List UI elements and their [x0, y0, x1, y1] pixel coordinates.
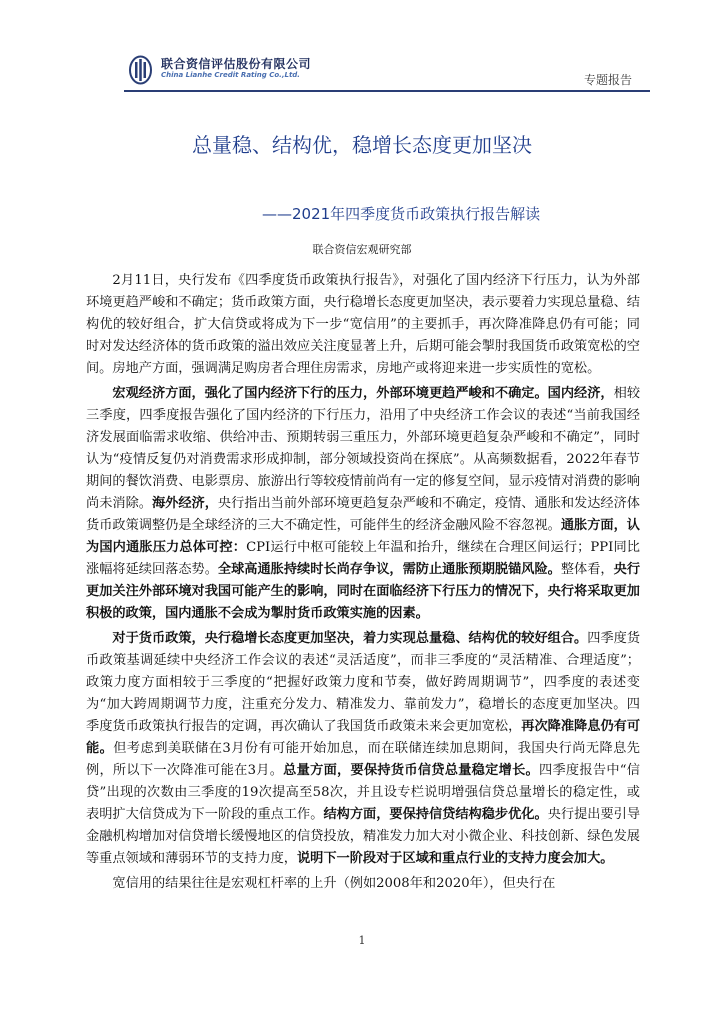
paragraph-text: 四季度报告中“信贷”出现的次数由三季度的19次提高至58次，并且设专栏说明增强信贷总量增长的稳定性，或表明扩大信贷成为下一阶段的重点工作。	[86, 763, 640, 822]
page-number: 1	[358, 934, 366, 947]
body-paragraph	[86, 270, 640, 380]
paragraph-text: 央行指出当前外部环境更趋复杂严峻和不确定，疫情、通胀和发达经济体货币政策调整仍是全球经济的三大不确定性，可能伴生的经济金融风险不容忽视。	[86, 496, 640, 533]
report-type-label: 专题报告	[583, 73, 632, 87]
emphasis-text: 说明下一阶段对于区域和重点行业的支持力度会加大。	[297, 851, 614, 866]
paragraph-text: 整体看，	[560, 562, 614, 577]
paragraph-text: 但考虑到美联储在3月份有可能开始加息，而在联储连续加息期间，我国央行尚无降息先例，所以下一次降准可能在3月。	[86, 741, 640, 778]
document-body	[86, 270, 640, 898]
company-logo-icon	[128, 55, 153, 85]
paragraph-text: 宽信用的结果往往是宏观杠杆率的上升（例如2008年和2020年），但央行在	[112, 876, 556, 891]
paragraph-text: CPI运行中枢可能较上年温和抬升，继续在合理区间运行；PPI同比涨幅将延续回落态势。	[86, 540, 640, 577]
company-name-en: China Lianhe Credit Rating Co.,Ltd.	[161, 71, 300, 79]
emphasis-text: 海外经济，	[151, 496, 218, 511]
page-header	[0, 0, 724, 95]
header-divider	[124, 90, 650, 92]
emphasis-text: 结构方面，要保持信贷结构稳步优化。	[323, 807, 548, 822]
paragraph-text: 四季度货币政策基调延续中央经济工作会议的表述“灵活适度”，而非三季度的“灵活精准、合理适度”；政策力度方面相较于三季度的“把握好政策力度和节奏，做好跨周期调节”，四季度的表述变为“加大跨周期调节力度，注重充分发力、精准发力、靠前发力”，稳增长的态度更加坚决。四季度货币政策执行报告的定调，再次确认了我国货币政策未来会更加宽松，	[86, 631, 641, 734]
paragraph-text: 2月11日，央行发布《四季度货币政策执行报告》，对强化了国内经济下行压力，认为外部环境更趋严峻和不确定；货币政策方面，央行稳增长态度更加坚决，表示要着力实现总量稳、结构优的较好组合，扩大信贷或将成为下一步“宽信用”的主要抓手，再次降准降息仍有可能；同时对发达经济体的货币政策的溢出效应关注度显著上升，后期可能会掣肘我国货币政策宽松的空间。房地产方面，强调满足购房者合理住房需求，房地产或将迎来进一步实质性的宽松。	[86, 273, 640, 376]
emphasis-text: 央行更加关注外部环境对我国可能产生的影响，同时在面临经济下行压力的情况下，央行将采取更加积极的政策，国内通胀不会成为掣肘货币政策实施的因素。	[86, 562, 641, 621]
document-title: 总量稳、结构优，稳增长态度更加坚决	[192, 133, 532, 157]
emphasis-text: 再次降准降息仍有可能。	[86, 719, 641, 756]
author-department: 联合资信宏观研究部	[312, 243, 412, 256]
emphasis-text: 对于货币政策，央行稳增长态度更加坚决，着力实现总量稳、结构优的较好组合。	[112, 631, 588, 646]
emphasis-text: 宏观经济方面，强化了国内经济下行的压力，外部环境更趋严峻和不确定。国内经济，	[112, 386, 614, 401]
paragraph-text: 央行提出要引导金融机构增加对信贷增长缓慢地区的信贷投放，精准发力加大对小微企业、科技创新、绿色发展等重点领域和薄弱环节的支持力度，	[86, 807, 641, 866]
paragraph-text: 相较三季度，四季度报告强化了国内经济的下行压力，沿用了中央经济工作会议的表述“当前我国经济发展面临需求收缩、供给冲击、预期转弱三重压力，外部环境更趋复杂严峻和不确定”，同时认为“疫情反复仍对消费需求形成抑制，部分领域投资尚在探底”。从高频数据看，2022年春节期间的餐饮消费、电影票房、旅游出行等较疫情前尚有一定的修复空间，显示疫情对消费的影响尚未消除。	[86, 386, 641, 511]
emphasis-text: 总量方面，要保持货币信贷总量稳定增长。	[283, 763, 539, 778]
body-paragraph	[86, 383, 640, 625]
body-paragraph	[86, 873, 640, 895]
document-subtitle: ——2021年四季度货币政策执行报告解读	[262, 205, 541, 223]
company-name-cn: 联合资信评估股份有限公司	[161, 57, 312, 71]
emphasis-text: 通胀方面，认为国内通胀压力总体可控：	[86, 518, 640, 555]
body-paragraph	[86, 628, 640, 870]
emphasis-text: 全球高通胀持续时长尚存争议，需防止通胀预期脱锚风险。	[217, 562, 561, 577]
